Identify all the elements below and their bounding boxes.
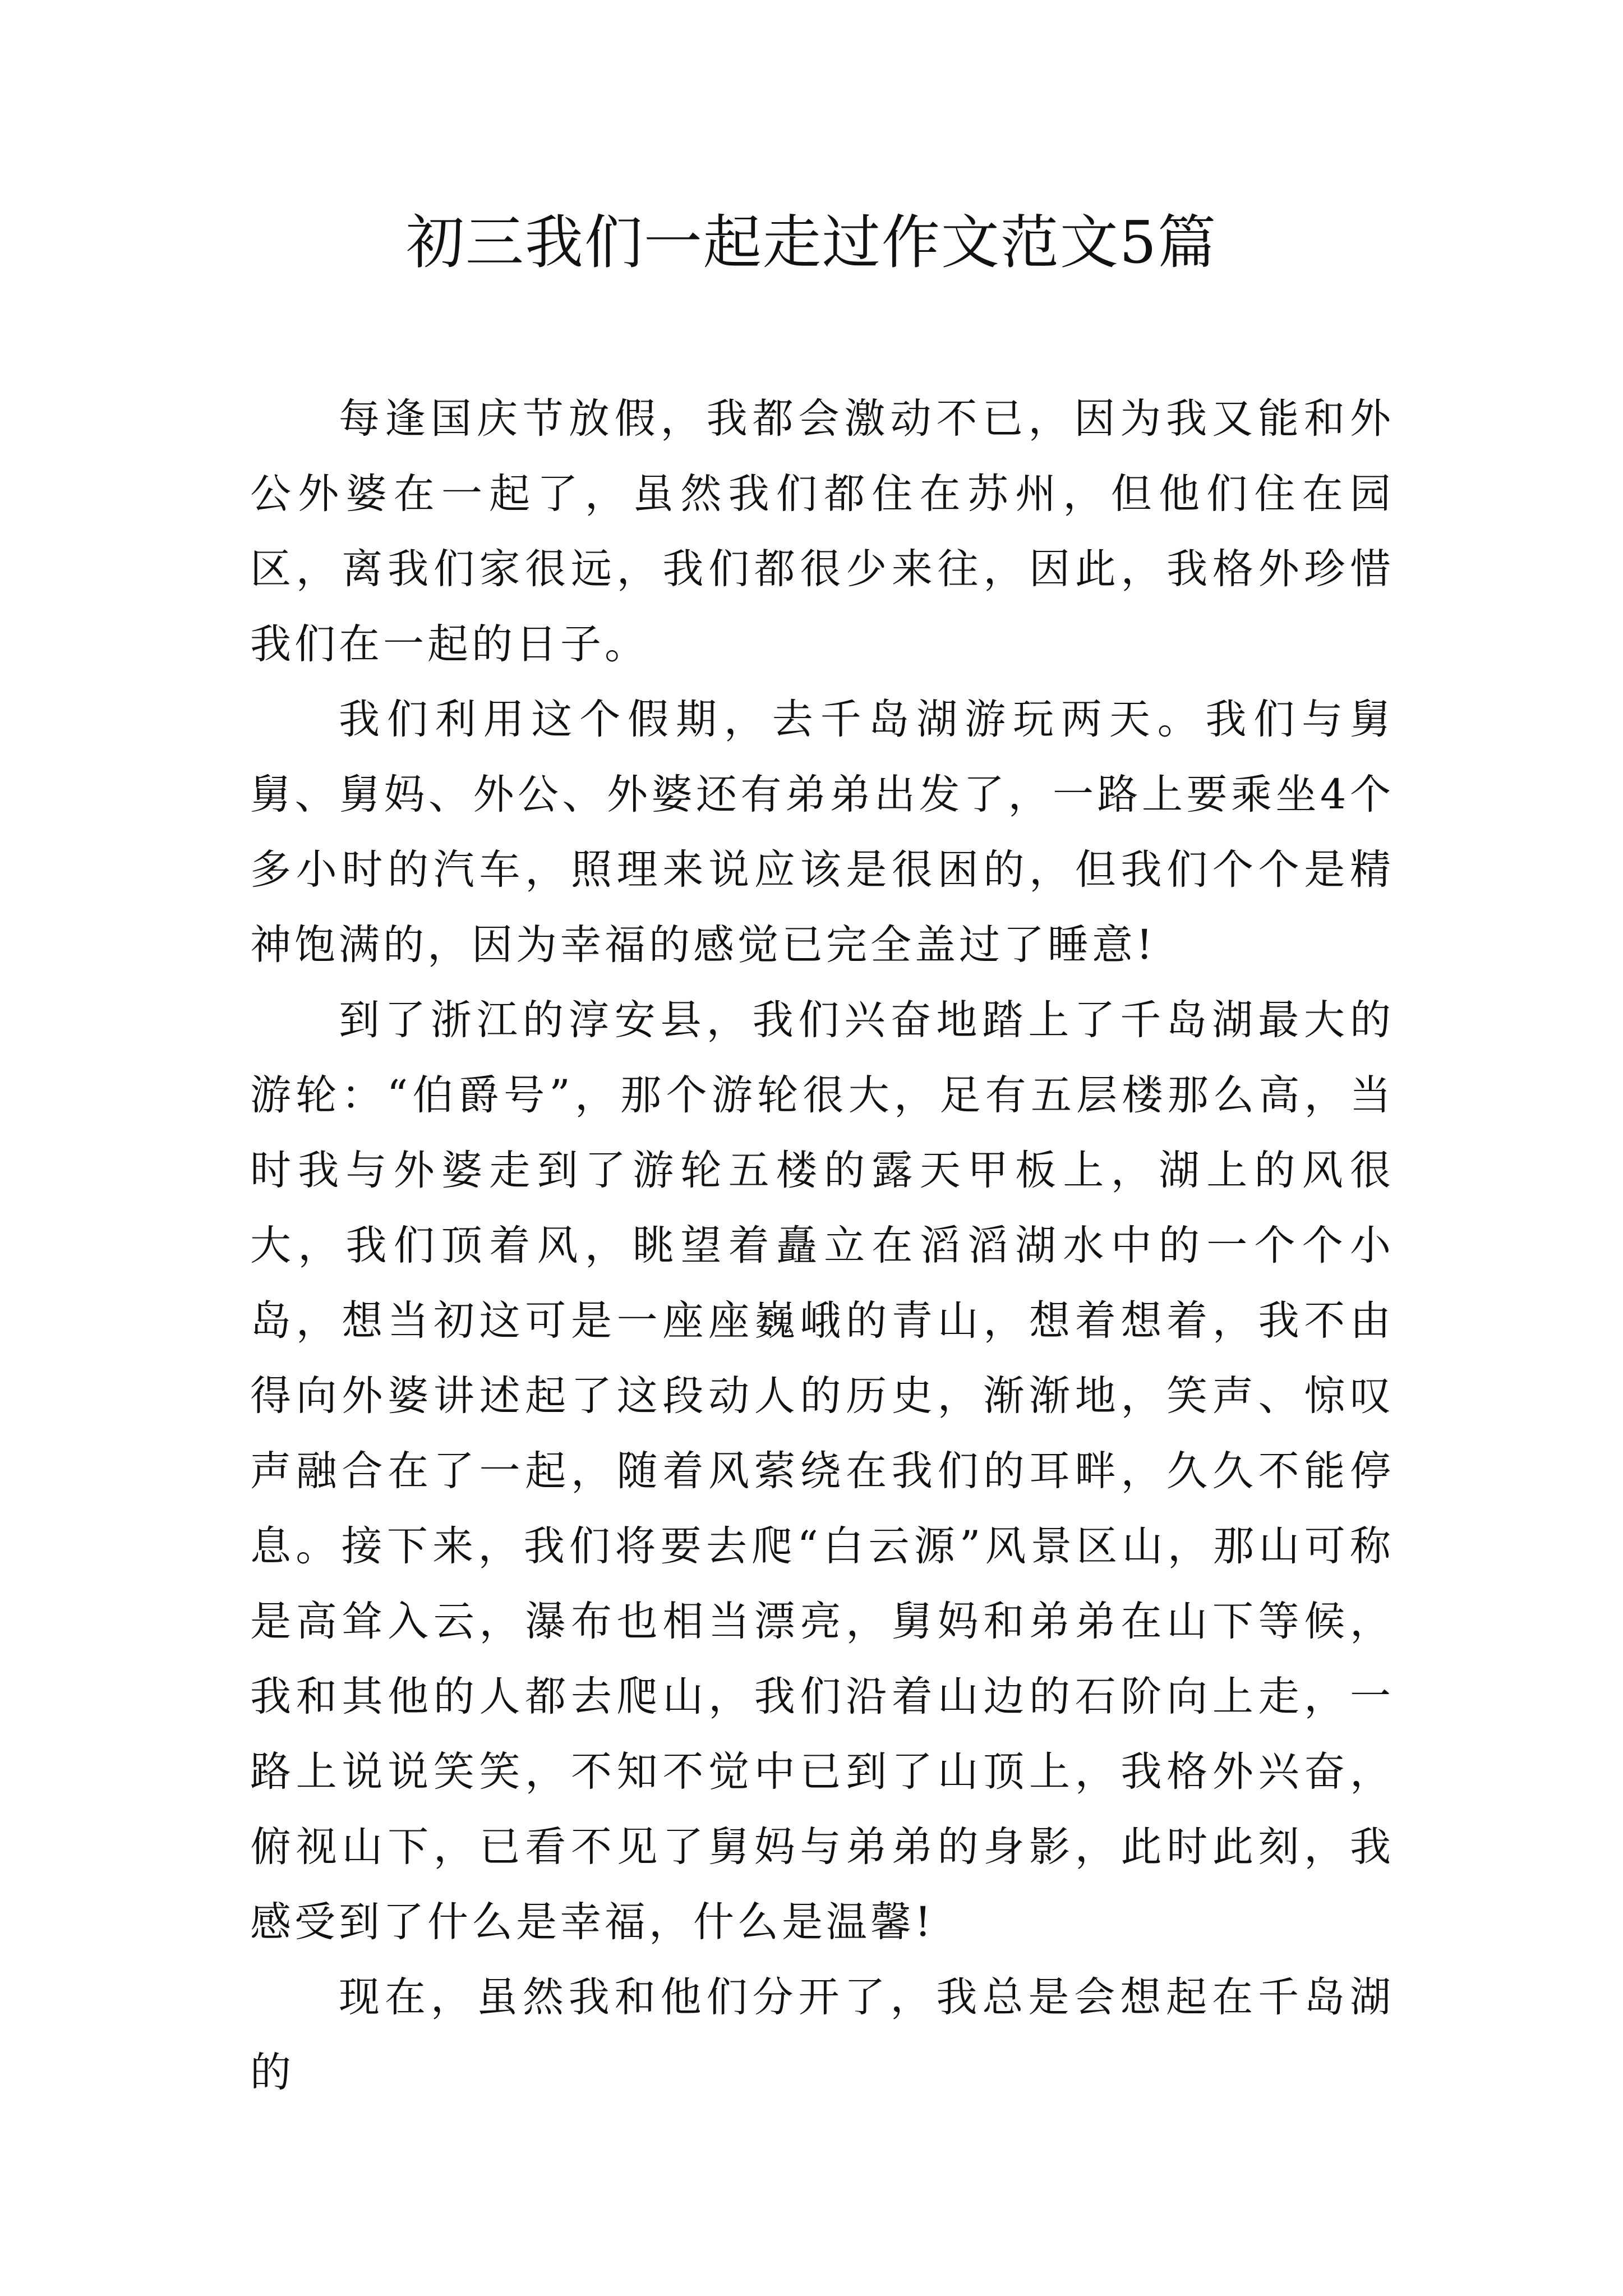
paragraph-1: 每逢国庆节放假，我都会激动不已，因为我又能和外公外婆在一起了，虽然我们都住在苏州，但他们住在园区，离我们家很远，我们都很少来往，因此，我格外珍惜我们在一起的日子。 <box>250 395 1394 668</box>
paragraph-4: 现在，虽然我和他们分开了，我总是会想起在千岛湖的 <box>250 1973 1394 2096</box>
document-body <box>250 381 1394 2110</box>
paragraph-2: 我们利用这个假期，去千岛湖游玩两天。我们与舅舅、舅妈、外公、外婆还有弟弟出发了，一路上要乘坐4个多小时的汽车，照理来说应该是很困的，但我们个个是精神饱满的，因为幸福的感觉已完全盖过了睡意! <box>250 696 1394 969</box>
paragraph-3: 到了浙江的淳安县，我们兴奋地踏上了千岛湖最大的游轮：“伯爵号”，那个游轮很大，足有五层楼那么高，当时我与外婆走到了游轮五楼的露天甲板上，湖上的风很大，我们顶着风，眺望着矗立在滔滔湖水中的一个个小岛，想当初这可是一座座巍峨的青山，想着想着，我不由得向外婆讲述起了这段动人的历史，渐渐地，笑声、惊叹声融合在了一起，随着风萦绕在我们的耳畔，久久不能停息。接下来，我们将要去爬“白云源”风景区山，那山可称是高耸入云，瀑布也相当漂亮，舅妈和弟弟在山下等候，我和其他的人都去爬山，我们沿着山边的石阶向上走，一路上说说笑笑，不知不觉中已到了山顶上，我格外兴奋，俯视山下，已看不见了舅妈与弟弟的身影，此时此刻，我感受到了什么是幸福，什么是温馨! <box>250 996 1394 1946</box>
document-title: 初三我们一起走过作文范文5篇 <box>405 208 1218 277</box>
